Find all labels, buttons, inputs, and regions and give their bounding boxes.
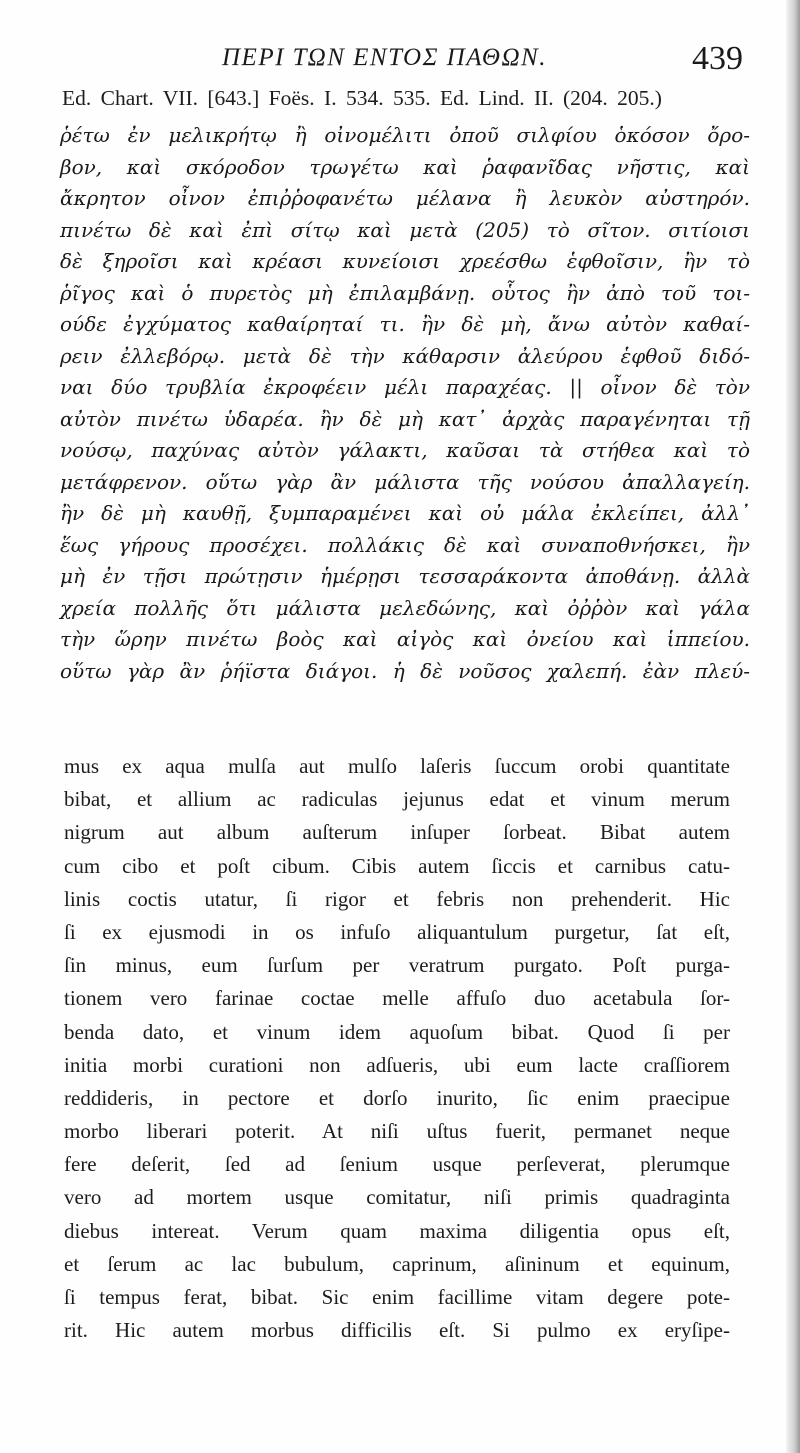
latin-line: vero ad mortem usque comitatur, niſi primis quadraginta (64, 1185, 730, 1210)
latin-line: diebus intereat. Verum quam maxima diligentia opus eſt, (64, 1218, 730, 1243)
greek-line: ῥῖγος καὶ ὁ πυρετὸς μὴ ἐπιλαμβάνῃ. οὗτος ἢν ἀπὸ τοῦ τοι- (60, 280, 750, 305)
latin-line: reddideris, in pectore et dorſo inurito, ſic enim praecipue (64, 1085, 730, 1110)
latin-translation-block (64, 750, 730, 1347)
greek-line: βον, καὶ σκόροδον τρωγέτω καὶ ῥαφανῖδας νῆστις, καὶ (60, 154, 750, 179)
latin-line: ſi tempus ferat, bibat. Sic enim facillime vitam degere pote- (64, 1285, 730, 1309)
greek-line: οὕτω γὰρ ἂν ῥήϊστα διάγοι. ἡ δὲ νοῦσος χαλεπή. ἐὰν πλεύ- (60, 658, 750, 683)
greek-line: ἢν δὲ μὴ καυθῇ, ξυμπαραμένει καὶ οὐ μάλα ἐκλείπει, ἀλλ᾽ (60, 501, 750, 525)
latin-line: benda dato, et vinum idem aquoſum bibat. Quod ſi per (64, 1019, 730, 1044)
greek-line: αὐτὸν πινέτω ὑδαρέα. ἢν δὲ μὴ κατ᾽ ἀρχὰς παραγένηται τῇ (60, 406, 750, 431)
latin-line: tionem vero farinae coctae melle affuſo duo acetabula ſor- (64, 986, 730, 1011)
greek-line: νούσῳ, παχύνας αὐτὸν γάλακτι, καῦσαι τὰ στήθεα καὶ τὸ (60, 438, 750, 462)
latin-line: et ſerum ac lac bubulum, caprinum, aſininum et equinum, (64, 1251, 730, 1276)
edition-reference-line: Ed. Chart. VII. [643.] Foës. I. 534. 535. Ed. Lind. II. (204. 205.) (62, 86, 662, 110)
latin-line: morbo liberari poterit. At niſi uſtus fuerit, permanet neque (64, 1119, 730, 1144)
greek-line: μὴ ἐν τῇσι πρώτῃσιν ἡμέρῃσι τεσσαράκοντα ἀποθάνῃ. ἀλλὰ (60, 564, 750, 588)
latin-line: bibat, et allium ac radiculas jejunus edat et vinum merum (64, 787, 730, 812)
latin-line: linis coctis utatur, ſi rigor et febris non prehenderit. Hic (64, 886, 730, 911)
greek-line: ῥέτω ἐν μελικρήτῳ ἢ οἰνομέλιτι ὀποῦ σιλφίου ὁκόσον ὄρο- (60, 123, 750, 147)
latin-line: mus ex aqua mulſa aut mulſo laſeris ſuccum orobi quantitate (64, 754, 730, 778)
page-edge-shadow (786, 0, 800, 1453)
latin-line: ſi ex ejusmodi in os infuſo aliquantulum purgetur, ſat eſt, (64, 919, 730, 944)
page-number: 439 (692, 40, 743, 77)
latin-line: fere deſerit, ſed ad ſenium usque perſeverat, plerumque (64, 1152, 730, 1177)
greek-line: ναι δύο τρυβλία ἐκροφέειν μέλι παραχέας. || οἶνον δὲ τὸν (60, 375, 750, 399)
greek-line: πινέτω δὲ καὶ ἐπὶ σίτῳ καὶ μετὰ (205) τὸ σῖτον. σιτίοισι (60, 217, 750, 242)
greek-line: δὲ ξηροῖσι καὶ κρέασι κυνείοισι χρεέσθω ἑφθοῖσιν, ἢν τὸ (60, 249, 750, 273)
greek-line: ἄκρητον οἶνον ἐπιῤῥοφανέτω μέλανα ἢ λευκὸν αὐστηρόν. (60, 186, 750, 210)
greek-line: ρειν ἐλλεβόρῳ. μετὰ δὲ τὴν κάθαρσιν ἀλεύρου ἑφθοῦ διδό- (60, 343, 750, 368)
latin-line: ſin minus, eum ſurſum per veratrum purgato. Poſt purga- (64, 953, 730, 978)
latin-line: rit. Hic autem morbus difficilis eſt. Si pulmo ex eryſipe- (64, 1318, 730, 1343)
greek-line: μετάφρενον. οὕτω γὰρ ἂν μάλιστα τῆς νούσου ἀπαλλαγείη. (60, 469, 750, 494)
greek-text-block (60, 120, 750, 687)
running-title: ΠΕΡΙ ΤΩΝ ΕΝΤΟΣ ΠΑΘΩΝ. (222, 44, 547, 71)
greek-line: τὴν ὥρην πινέτω βοὸς καὶ αἰγὸς καὶ ὀνείου καὶ ἱππείου. (60, 627, 750, 651)
latin-line: initia morbi curationi non adſueris, ubi eum lacte craſſiorem (64, 1052, 730, 1077)
latin-line: nigrum aut album auſterum inſuper ſorbeat. Bibat autem (64, 820, 730, 845)
running-head (0, 40, 760, 80)
greek-line: ούδε ἐγχύματος καθαίρηταί τι. ἢν δὲ μὴ, ἄνω αὐτὸν καθαί- (60, 312, 750, 336)
greek-line: ἕως γήρους προσέχει. πολλάκις δὲ καὶ συναποθνήσκει, ἢν (60, 532, 750, 557)
latin-line: cum cibo et poſt cibum. Cibis autem ſiccis et carnibus catu- (64, 853, 730, 878)
greek-line: χρεία πολλῆς ὅτι μάλιστα μελεδώνης, καὶ ὀῤῥὸν καὶ γάλα (60, 595, 750, 620)
